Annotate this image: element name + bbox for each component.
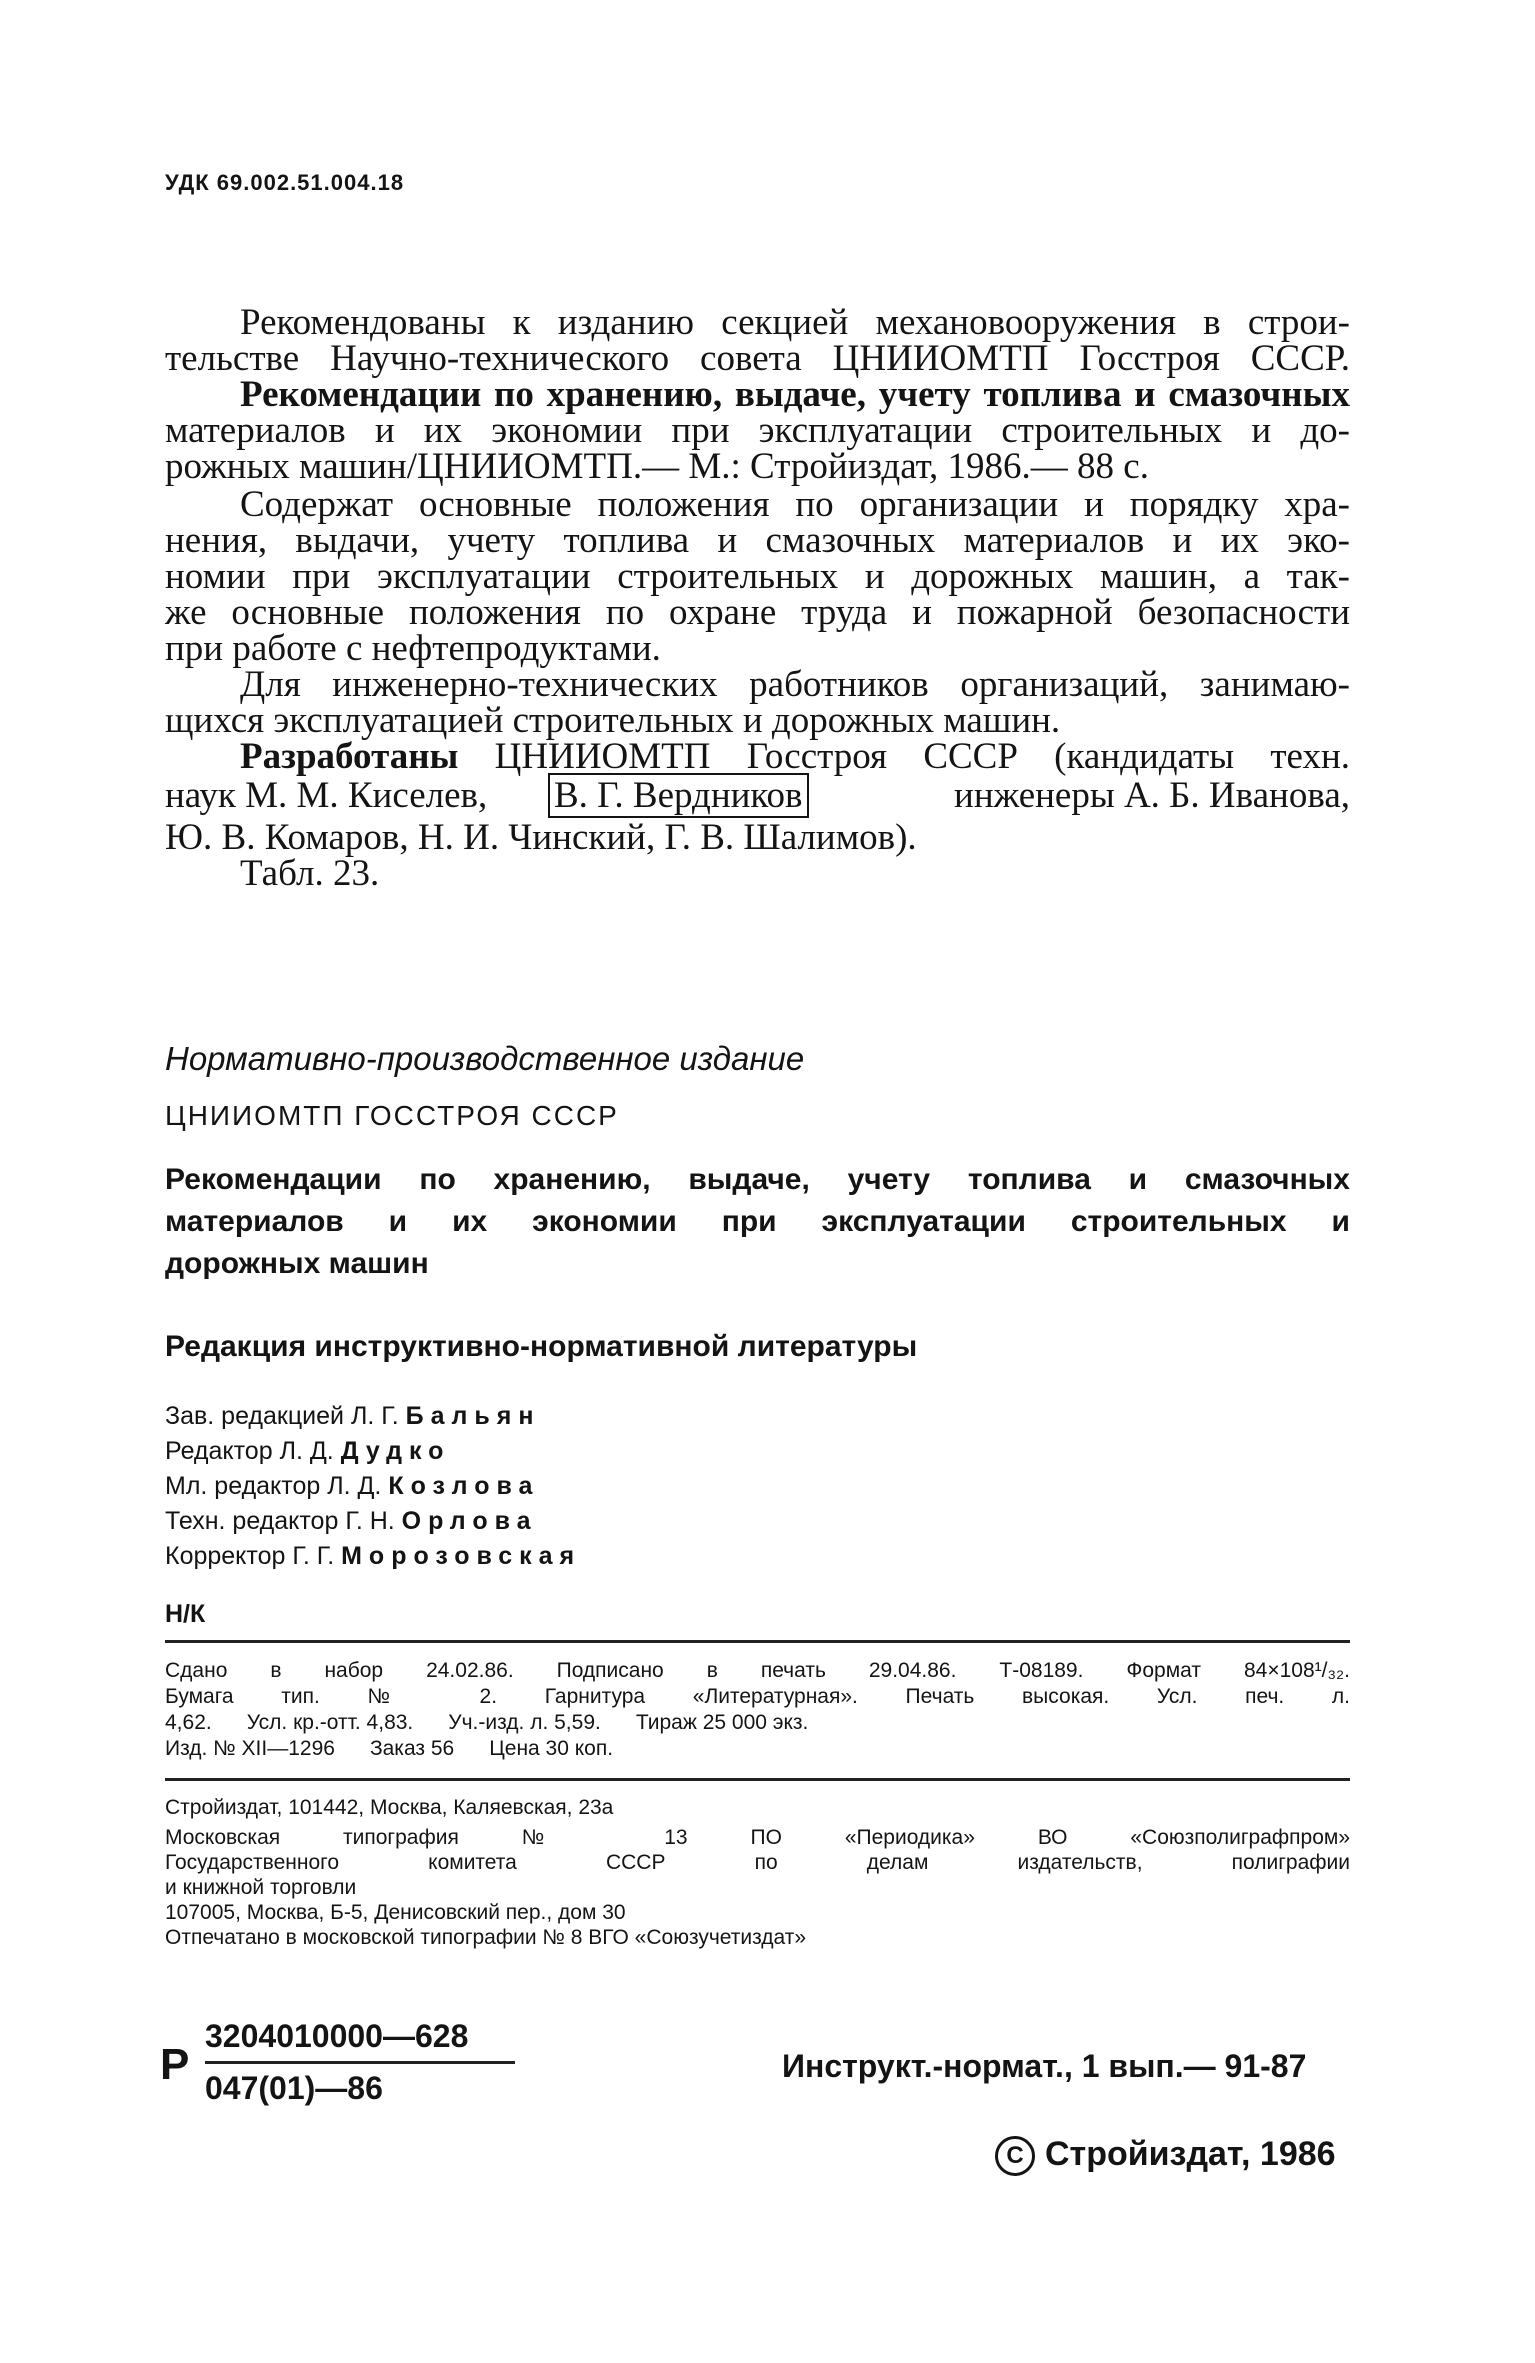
staff-initials: Л. Г. [350, 1402, 399, 1430]
publisher-line: Московская типография № 13 ПО «Периодика» ВО «Союзполиграфпром» [165, 1826, 1350, 1849]
code-numerator: 3204010000—628 [205, 2018, 515, 2064]
print-info-line: Сдано в набор 24.02.86. Подписано в печать 29.04.86. Т-08189. Формат 84×108¹/₃₂. [165, 1659, 1350, 1682]
annotation-line: номии при эксплуатации строительных и дорожных машин, а так- [165, 556, 1350, 597]
publisher-line: Стройиздат, 101442, Москва, Каляевская, 23а [165, 1796, 614, 1819]
organization: ЦНИИОМТП ГОССТРОЯ СССР [165, 1100, 619, 1131]
annotation-line: щихся эксплуатацией строительных и дорожных машин. [165, 700, 1061, 741]
udk-code: УДК 69.002.51.004.18 [165, 170, 405, 195]
annotation-line: Рекомендации по хранению, выдаче, учету топлива и смазочных [240, 374, 1350, 415]
staff-name: Дудко [340, 1437, 451, 1465]
title-line: Рекомендации по хранению, выдаче, учету топлива и смазочных [165, 1163, 1350, 1196]
staff-role: Корректор [165, 1542, 286, 1570]
staff-row [165, 1505, 538, 1537]
code-letter: Р [160, 2040, 190, 2089]
edition: Редакция инструктивно-нормативной литературы [165, 1330, 918, 1363]
publisher-line: и книжной торговли [165, 1876, 357, 1899]
annotation-line: тельстве Научно-технического совета ЦНИИОМТП Госстроя СССР. [165, 338, 1350, 379]
annotation-line: Ю. В. Комаров, Н. И. Чинский, Г. В. Шалимов). [165, 817, 917, 858]
staff-role: Редактор [165, 1437, 273, 1465]
copyright-text: Стройиздат, 1986 [1045, 2135, 1336, 2173]
staff-name: Орлова [401, 1507, 538, 1535]
title-line: дорожных машин [165, 1247, 429, 1280]
divider [165, 1778, 1350, 1781]
staff-initials: Г. Н. [345, 1507, 395, 1535]
instr-number: Инструкт.-нормат., 1 вып.— 91-87 [782, 2048, 1307, 2084]
staff-initials: Л. Д. [279, 1437, 334, 1465]
title-line: материалов и их экономии при эксплуатации строительных и [165, 1205, 1350, 1238]
annotation-line: нения, выдачи, учету топлива и смазочных материалов и их эко- [165, 520, 1350, 561]
code-denominator: 047(01)—86 [205, 2070, 383, 2106]
staff-row [165, 1470, 539, 1502]
staff-role: Зав. редакцией [165, 1402, 345, 1430]
annotation-line: Содержат основные положения по организации и порядку хра- [240, 484, 1350, 525]
staff-role: Техн. редактор [165, 1507, 339, 1535]
nk-mark: Н/К [165, 1600, 206, 1628]
annotation-line: Рекомендованы к изданию секцией механовооружения в строи- [240, 302, 1350, 343]
publication-type: Нормативно-производственное издание [165, 1040, 805, 1077]
staff-role: Мл. редактор [165, 1472, 321, 1500]
staff-name: Морозовская [341, 1542, 582, 1570]
annotation-line: материалов и их экономии при эксплуатации строительных и до- [165, 410, 1350, 451]
staff-row [165, 1400, 540, 1432]
publisher-line: Государственного комитета СССР по делам издательств, полиграфии [165, 1851, 1350, 1874]
annotation-line: Табл. 23. [240, 853, 380, 894]
publisher-line: Отпечатано в московской типографии № 8 ВГО «Союзучетиздат» [165, 1926, 807, 1949]
staff-name: Козлова [388, 1472, 540, 1500]
staff-row [165, 1540, 581, 1572]
annotation-boxed-name [548, 773, 809, 819]
staff-row [165, 1435, 450, 1467]
print-info-line: Бумага тип. № 2. Гарнитура «Литературная». Печать высокая. Усл. печ. л. [165, 1685, 1350, 1708]
copyright-icon: C [995, 2136, 1035, 2176]
annotation-line: при работе с нефтепродуктами. [165, 628, 661, 669]
boxed-name: В. Г. Вердников [548, 773, 809, 818]
print-info-line: Изд. № XII—1296 Заказ 56 Цена 30 коп. [165, 1737, 614, 1760]
publisher-line: 107005, Москва, Б-5, Денисовский пер., дом 30 [165, 1901, 626, 1924]
divider [165, 1640, 1350, 1643]
annotation-line: Для инженерно-технических работников организаций, занимаю- [240, 664, 1350, 705]
annotation-line: инженеры А. Б. Иванова, [954, 775, 1350, 816]
print-info-line: 4,62. Усл. кр.-отт. 4,83. Уч.-изд. л. 5,59. Тираж 25 000 экз. [165, 1711, 809, 1734]
annotation-line: рожных машин/ЦНИИОМТП.— М.: Стройиздат, 1986.— 88 с. [165, 446, 1149, 487]
staff-initials: Г. Г. [292, 1542, 335, 1570]
bold-lead: Разработаны [240, 736, 459, 777]
annotation-line: Разработаны ЦНИИОМТП Госстроя СССР (кандидаты техн. [240, 736, 1350, 777]
annotation-line: же основные положения по охране труда и пожарной безопасности [165, 592, 1350, 633]
staff-name: Бальян [405, 1402, 541, 1430]
copyright [995, 2135, 1336, 2176]
annotation-line: наук М. М. Киселев, [165, 775, 488, 816]
staff-initials: Л. Д. [327, 1472, 382, 1500]
